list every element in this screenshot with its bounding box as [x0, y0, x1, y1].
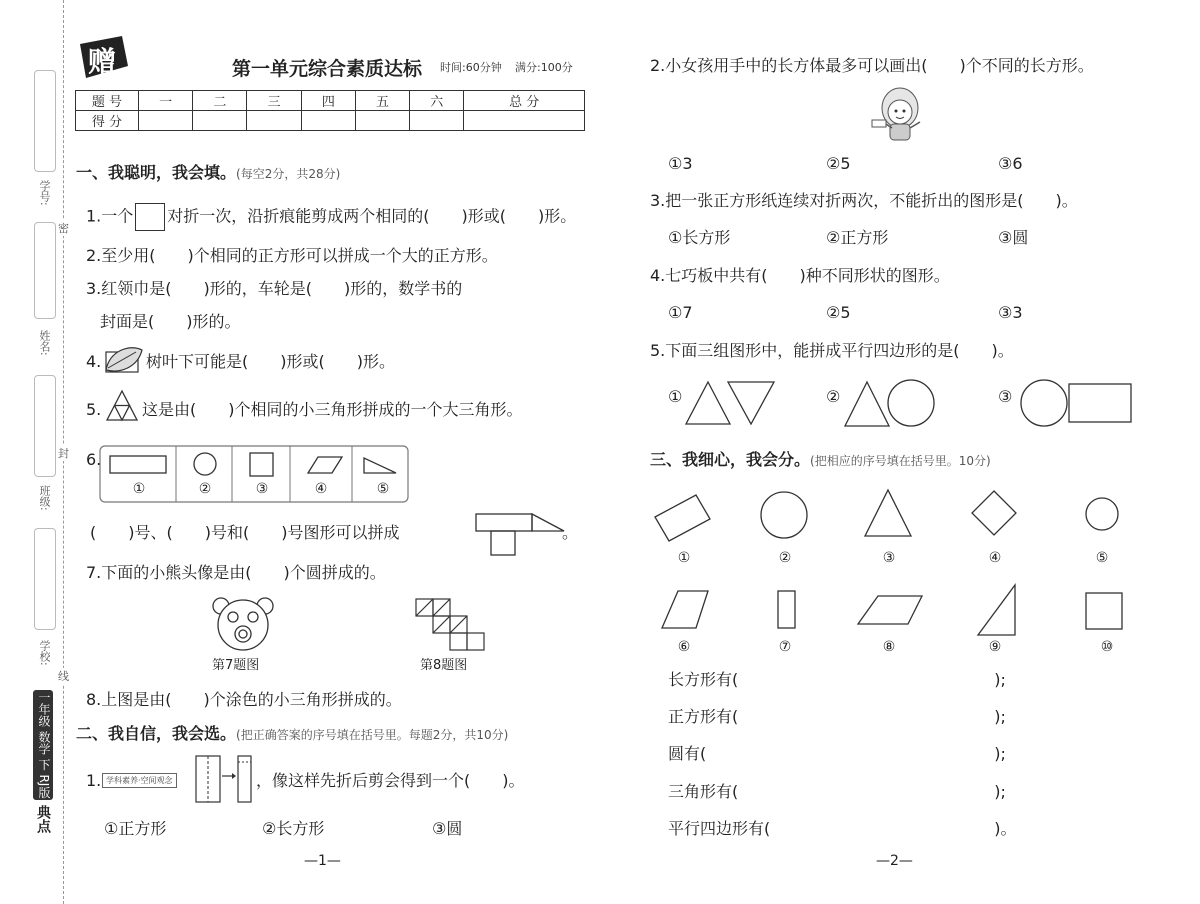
s2-q1-text: ，像这样先折后剪会得到一个( )。 [256, 771, 525, 790]
section3-title: 三、我细心，我会分。 [650, 450, 811, 469]
s3-label-1: ① [677, 550, 691, 566]
section2-heading [76, 724, 508, 745]
s3-label-5: ⑤ [1095, 550, 1109, 566]
s2-q3: 3.把一张正方形纸连续对折两次，不能折出的图形是( )。 [650, 191, 1078, 210]
square-figure [135, 203, 165, 231]
girl-figure [868, 86, 932, 144]
s2-q2: 2.小女孩用手中的长方体最多可以画出( )个不同的长方形。 [650, 56, 1094, 75]
section3-note: (把相应的序号填在括号里。10分) [810, 454, 991, 468]
s3-answer-parallelogram[interactable]: 平行四边形有( )。 [668, 819, 1017, 838]
q6-label-3: ③ [255, 481, 269, 497]
brand-logo: 典点 [35, 805, 51, 833]
s3-label-2: ② [778, 550, 792, 566]
leaf-figure [104, 346, 144, 376]
q5-option3-shapes [1020, 378, 1134, 428]
s2-q4-option-1[interactable]: ①7 [668, 303, 693, 322]
score-cell[interactable] [301, 111, 355, 131]
score-info: 满分:100分 [515, 61, 573, 74]
school-label: 学校: [38, 640, 51, 666]
page-title: 第一单元综合素质达标 [232, 58, 423, 80]
triangle-figure [106, 390, 138, 422]
fig7-caption: 第7题图 [212, 658, 260, 673]
bear-head-figure [212, 597, 274, 653]
triangle-grid-figure [416, 599, 486, 655]
s2-q5-label-3[interactable]: ③ [998, 387, 1013, 406]
score-header: 三 [247, 91, 301, 111]
s3-label-10: ⑩ [1100, 639, 1114, 655]
book-label: 一年级 数学 下 RJ版 [33, 690, 53, 800]
page-number-right: —2— [876, 853, 913, 869]
badge-text: 赠 [88, 45, 117, 78]
s1-q6-num: 6. [86, 450, 102, 469]
s2-q4: 4.七巧板中共有( )种不同形状的图形。 [650, 266, 950, 285]
s2-q2-option-2[interactable]: ②5 [826, 154, 851, 173]
s1-q6-end: 。 [562, 523, 579, 542]
s2-q5-label-2[interactable]: ② [826, 387, 841, 406]
school-box [34, 528, 56, 630]
classification-shapes [650, 485, 1170, 665]
id-label: 学号: [38, 180, 51, 206]
score-row [76, 111, 585, 131]
s3-label-9: ⑨ [988, 639, 1002, 655]
score-header: 一 [139, 91, 193, 111]
s2-q5: 5.下面三组图形中，能拼成平行四边形的是( )。 [650, 341, 1014, 360]
s2-q4-option-3[interactable]: ③3 [998, 303, 1023, 322]
s2-q1-option-3[interactable]: ③圆 [432, 819, 463, 838]
fold-cut-figure [196, 756, 256, 804]
score-row-label: 得 分 [76, 111, 139, 131]
id-box [34, 70, 56, 172]
s3-label-3: ③ [882, 550, 896, 566]
score-table [75, 90, 585, 131]
score-cell[interactable] [247, 111, 301, 131]
s2-q1-option-2[interactable]: ②长方形 [262, 819, 325, 838]
q6-label-2: ② [198, 481, 212, 497]
name-box [34, 222, 56, 319]
s1-q7: 7.下面的小熊头像是由( )个圆拼成的。 [86, 563, 386, 582]
s2-q3-option-3[interactable]: ③圆 [998, 228, 1029, 247]
s1-q3-line1: 3.红领巾是( )形的，车轮是( )形的，数学书的 [86, 279, 463, 298]
s3-label-6: ⑥ [677, 639, 691, 655]
s2-q5-label-1[interactable]: ① [668, 387, 683, 406]
literacy-tag: 学科素养·空间观念 [102, 773, 177, 788]
score-header: 总 分 [464, 91, 585, 111]
q5-option1-shapes [686, 380, 776, 428]
s1-q4-text: 树叶下可能是( )形或( )形。 [146, 352, 395, 371]
s2-q4-option-2[interactable]: ②5 [826, 303, 851, 322]
s3-answer-rectangle[interactable]: 长方形有( ); [668, 670, 1006, 689]
score-header: 五 [355, 91, 409, 111]
combined-shape-figure [476, 512, 568, 558]
cut-mark-1: 密 [58, 222, 69, 235]
s2-q2-option-3[interactable]: ③6 [998, 154, 1023, 173]
s2-q3-option-2[interactable]: ②正方形 [826, 228, 889, 247]
s2-q1-num: 1. [86, 771, 102, 790]
score-cell[interactable] [139, 111, 193, 131]
score-cell[interactable] [464, 111, 585, 131]
q5-option2-shapes [845, 378, 937, 428]
s3-answer-triangle[interactable]: 三角形有( ); [668, 782, 1006, 801]
s1-q8: 8.上图是由( )个涂色的小三角形拼成的。 [86, 690, 402, 709]
score-header: 六 [410, 91, 464, 111]
class-label: 班级: [38, 485, 51, 511]
s3-label-8: ⑧ [882, 639, 896, 655]
q6-label-4: ④ [314, 481, 328, 497]
s1-q1-text: 对折一次，沿折痕能剪成两个相同的( )形或( )形。 [167, 206, 577, 226]
s3-label-7: ⑦ [778, 639, 792, 655]
s1-q6-answer: ( )号、( )号和( )号图形可以拼成 [90, 523, 400, 542]
name-label: 姓名: [38, 330, 51, 356]
score-cell[interactable] [355, 111, 409, 131]
s2-q2-option-1[interactable]: ①3 [668, 154, 693, 173]
q6-label-1: ① [132, 481, 146, 497]
s3-answer-square[interactable]: 正方形有( ); [668, 707, 1006, 726]
s1-q1-prefix: 1.一个 [86, 206, 134, 226]
s2-q3-option-1[interactable]: ①长方形 [668, 228, 731, 247]
score-header-row [76, 91, 585, 111]
s1-q2: 2.至少用( )个相同的正方形可以拼成一个大的正方形。 [86, 246, 498, 265]
section1-note: (每空2分，共28分) [236, 167, 341, 181]
binding-strip [0, 0, 69, 904]
s1-q4-num: 4. [86, 352, 102, 371]
section1-heading [76, 163, 340, 184]
section3-heading [650, 450, 991, 471]
q6-label-5: ⑤ [376, 481, 390, 497]
section2-title: 二、我自信，我会选。 [76, 724, 237, 743]
score-header: 四 [301, 91, 355, 111]
s1-q5-text: 这是由( )个相同的小三角形拼成的一个大三角形。 [142, 400, 523, 419]
score-header: 题 号 [76, 91, 139, 111]
s1-q3-line2: 封面是( )形的。 [100, 312, 241, 331]
s3-answer-circle[interactable]: 圆有( ); [668, 744, 1006, 763]
score-header: 二 [193, 91, 247, 111]
s1-q5-num: 5. [86, 400, 102, 419]
score-cell[interactable] [410, 111, 464, 131]
s1-q1 [86, 203, 576, 231]
gift-badge [76, 36, 128, 78]
cut-mark-2: 封 [58, 447, 69, 460]
s3-label-4: ④ [988, 550, 1002, 566]
time-info: 时间:60分钟 [440, 61, 502, 74]
fig8-caption: 第8题图 [420, 658, 468, 673]
score-cell[interactable] [193, 111, 247, 131]
section2-note: (把正确答案的序号填在括号里。每题2分，共10分) [236, 728, 509, 742]
class-box [34, 375, 56, 477]
s2-q1-option-1[interactable]: ①正方形 [104, 819, 167, 838]
page-number-left: —1— [304, 853, 341, 869]
cut-mark-3: 线 [58, 670, 69, 683]
section1-title: 一、我聪明，我会填。 [76, 163, 237, 182]
